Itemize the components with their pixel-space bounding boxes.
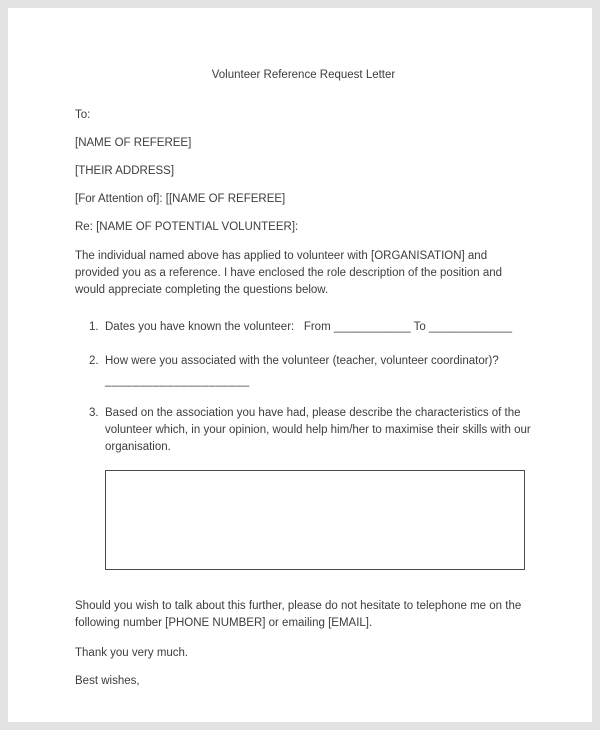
signoff-line: Best wishes, [75, 675, 140, 687]
attention-line: [For Attention of]: [[NAME OF REFEREE] [75, 193, 286, 205]
question-item-3 [75, 405, 532, 456]
intro-paragraph: The individual named above has applied to volunteer with [ORGANISATION] and provided you as a reference. I have enclosed the role description of the position and would appreciate completing the questions below. [75, 250, 506, 296]
question-3-number: 3. [89, 407, 99, 419]
referee-address-placeholder: [THEIR ADDRESS] [75, 165, 175, 177]
question-list [75, 319, 532, 570]
question-2-answer-blank: _____________________ [105, 375, 250, 387]
thanks-line: Thank you very much. [75, 647, 189, 659]
question-2-text: How were you associated with the volunteer (teacher, volunteer coordinator)? [105, 355, 499, 367]
question-1-number: 1. [89, 321, 99, 333]
question-item-1 [75, 319, 532, 336]
question-item-2 [75, 353, 532, 370]
letter-page [8, 8, 592, 722]
question-3-answer-box[interactable] [105, 470, 525, 570]
referee-name-placeholder: [NAME OF REFEREE] [75, 137, 192, 149]
question-1-text: Dates you have known the volunteer: From ____________ To _____________ [105, 321, 513, 333]
to-label: To: [75, 109, 91, 121]
question-2-number: 2. [89, 355, 99, 367]
closing-paragraph: Should you wish to talk about this further, please do not hesitate to telephone me on the following number [PHONE NUMBER] or emailing [EMAIL]. [75, 600, 525, 629]
question-3-text: Based on the association you have had, please describe the characteristics of the volunteer which, in your opinion, would help him/her to maximise their skills with our organisation. [105, 407, 534, 453]
letter-title: Volunteer Reference Request Letter [211, 69, 396, 81]
re-line: Re: [NAME OF POTENTIAL VOLUNTEER]: [75, 221, 299, 233]
